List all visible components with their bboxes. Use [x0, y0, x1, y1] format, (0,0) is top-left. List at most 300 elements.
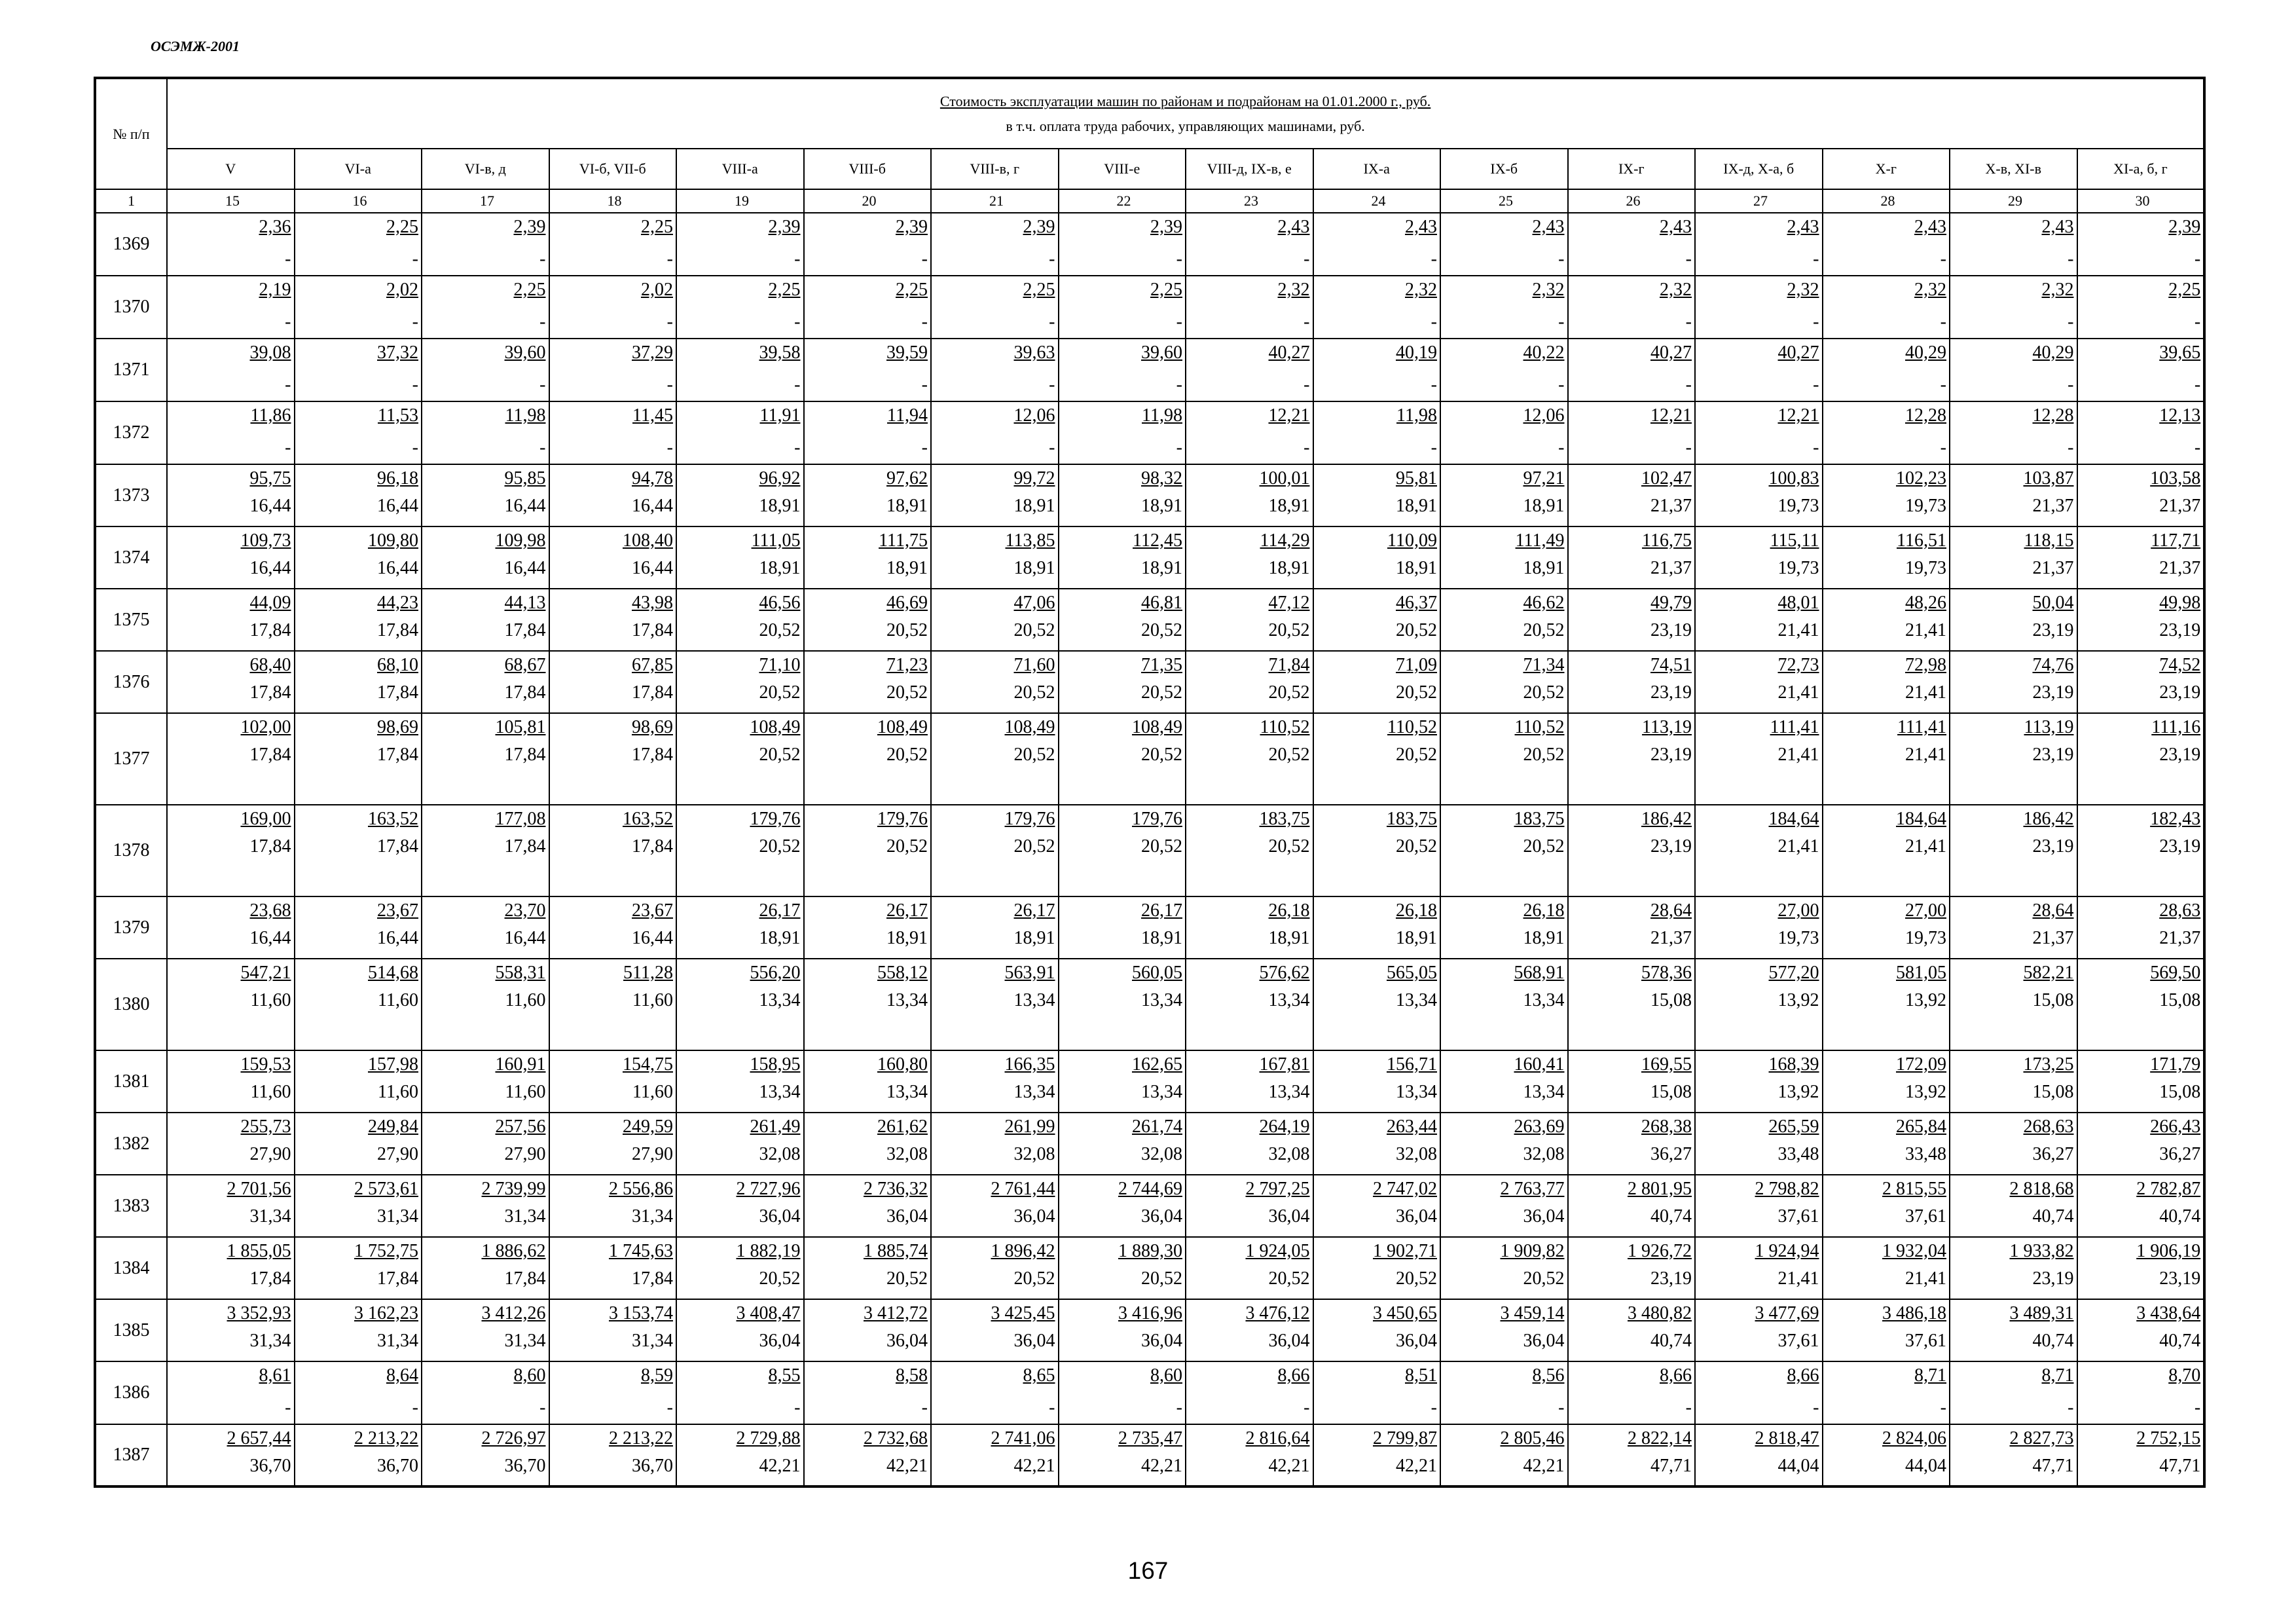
machine-cost-value: 2,32: [2041, 280, 2074, 300]
value-cell: [1695, 464, 1823, 526]
value-cell: [295, 1050, 422, 1113]
machine-cost-value: 71,60: [1013, 655, 1055, 675]
machine-cost-value: 2 752,15: [2136, 1428, 2201, 1449]
operator-wage-value: 17,84: [504, 1268, 546, 1289]
machine-cost-value: 23,67: [377, 900, 418, 921]
value-cell: [549, 1113, 677, 1175]
operator-wage-value: -: [2194, 312, 2201, 332]
machine-cost-value: 108,40: [623, 530, 673, 551]
value-cell: [1059, 805, 1186, 896]
operator-wage-value: 16,44: [632, 928, 673, 948]
value-cell: [422, 896, 549, 959]
value-cell: [676, 959, 804, 1050]
operator-wage-value: 20,52: [1013, 745, 1055, 765]
operator-wage-value: 17,84: [632, 836, 673, 857]
machine-cost-value: 28,63: [2159, 900, 2201, 921]
machine-cost-value: 12,21: [1268, 405, 1310, 426]
value-cell: [549, 1299, 677, 1361]
machine-cost-value: 48,26: [1905, 593, 1946, 613]
value-cell: [295, 1113, 422, 1175]
machine-cost-value: 74,52: [2159, 655, 2201, 675]
operator-wage-value: -: [794, 375, 801, 395]
table-body: [95, 213, 2204, 1486]
operator-wage-value: 19,73: [1777, 496, 1819, 516]
value-cell: [1059, 1237, 1186, 1299]
operator-wage-value: -: [1176, 1397, 1182, 1418]
operator-wage-value: 17,84: [249, 620, 291, 640]
value-cell: [676, 1175, 804, 1237]
value-cell: [1568, 959, 1696, 1050]
operator-wage-value: 20,52: [759, 682, 801, 703]
operator-wage-value: 13,34: [759, 990, 801, 1010]
machine-cost-value: 186,42: [2023, 809, 2074, 829]
value-cell: [549, 589, 677, 651]
operator-wage-value: -: [1430, 437, 1437, 458]
table-row: [95, 805, 2204, 896]
machine-cost-value: 39,63: [1013, 342, 1055, 363]
value-cell: [804, 526, 932, 589]
operator-wage-value: -: [1558, 312, 1565, 332]
operator-wage-value: 21,37: [2032, 496, 2074, 516]
value-cell: [1186, 276, 1313, 339]
machine-cost-value: 8,71: [1914, 1365, 1946, 1386]
machine-cost-value: 67,85: [632, 655, 673, 675]
page-number: 167: [1127, 1557, 1169, 1584]
operator-wage-value: -: [539, 249, 546, 269]
operator-wage-value: 20,52: [1141, 620, 1182, 640]
region-header: VIII-е: [1059, 149, 1186, 189]
machine-cost-value: 68,10: [377, 655, 418, 675]
value-cell: [1313, 213, 1441, 276]
table-row: [95, 959, 2204, 1050]
machine-cost-value: 26,18: [1268, 900, 1310, 921]
value-cell: [1950, 1050, 2077, 1113]
machine-cost-value: 108,49: [750, 717, 801, 737]
machine-cost-value: 2,25: [768, 280, 801, 300]
value-cell: [1695, 526, 1823, 589]
operator-wage-value: 20,52: [1013, 682, 1055, 703]
machine-cost-value: 2 744,69: [1118, 1179, 1182, 1199]
value-cell: [1059, 1299, 1186, 1361]
operator-wage-value: -: [921, 375, 928, 395]
operator-wage-value: 21,37: [2159, 558, 2201, 578]
column-number: 19: [676, 189, 804, 213]
machine-cost-value: 12,21: [1777, 405, 1819, 426]
value-cell: [549, 959, 677, 1050]
value-cell: [1950, 339, 2077, 401]
value-cell: [295, 526, 422, 589]
operator-wage-value: 23,19: [2159, 745, 2201, 765]
operator-wage-value: -: [2068, 375, 2074, 395]
operator-wage-value: -: [1430, 375, 1437, 395]
machine-cost-value: 71,09: [1396, 655, 1437, 675]
value-cell: [295, 1175, 422, 1237]
operator-wage-value: 47,71: [2032, 1456, 2074, 1476]
operator-wage-value: 27,90: [249, 1144, 291, 1164]
machine-cost-value: 558,31: [495, 963, 546, 983]
machine-cost-value: 8,60: [513, 1365, 546, 1386]
machine-cost-value: 3 486,18: [1882, 1303, 1946, 1323]
operator-wage-value: -: [412, 312, 418, 332]
operator-wage-value: 20,52: [1523, 745, 1565, 765]
value-cell: [804, 1299, 932, 1361]
operator-wage-value: 18,91: [759, 928, 801, 948]
operator-wage-value: -: [1685, 1397, 1692, 1418]
value-cell: [1186, 1113, 1313, 1175]
operator-wage-value: 13,34: [1141, 1082, 1182, 1102]
value-cell: [2077, 401, 2205, 464]
machine-cost-value: 2 761,44: [991, 1179, 1055, 1199]
row-number: 1379: [95, 896, 167, 959]
operator-wage-value: 42,21: [1396, 1456, 1437, 1476]
machine-cost-value: 2,43: [2041, 217, 2074, 237]
value-cell: [422, 213, 549, 276]
machine-cost-value: 105,81: [495, 717, 546, 737]
value-cell: [1950, 526, 2077, 589]
operator-wage-value: 17,84: [632, 682, 673, 703]
region-header: VIII-д, IX-в, е: [1186, 149, 1313, 189]
operator-wage-value: 20,52: [1141, 682, 1182, 703]
machine-cost-value: 28,64: [2032, 900, 2074, 921]
value-cell: [676, 1424, 804, 1486]
value-cell: [1950, 1237, 2077, 1299]
operator-wage-value: 27,90: [632, 1144, 673, 1164]
value-cell: [1823, 959, 1950, 1050]
value-cell: [1059, 526, 1186, 589]
column-number: 22: [1059, 189, 1186, 213]
operator-wage-value: 36,04: [1013, 1206, 1055, 1227]
region-header: IX-д, X-а, б: [1695, 149, 1823, 189]
value-cell: [2077, 464, 2205, 526]
value-cell: [1313, 1050, 1441, 1113]
operator-wage-value: 16,44: [504, 928, 546, 948]
machine-cost-value: 2,39: [1150, 217, 1182, 237]
machine-cost-value: 39,59: [886, 342, 928, 363]
machine-cost-value: 159,53: [240, 1054, 291, 1075]
region-header-row: [95, 149, 2204, 189]
machine-cost-value: 158,95: [750, 1054, 801, 1075]
table-row: [95, 713, 2204, 805]
value-cell: [422, 339, 549, 401]
value-cell: [676, 276, 804, 339]
machine-cost-value: 261,99: [1004, 1116, 1055, 1137]
value-cell: [1440, 1424, 1568, 1486]
value-cell: [676, 464, 804, 526]
row-number: 1378: [95, 805, 167, 896]
machine-cost-value: 111,41: [1770, 717, 1819, 737]
value-cell: [422, 805, 549, 896]
value-cell: [1059, 713, 1186, 805]
machine-cost-value: 172,09: [1896, 1054, 1946, 1075]
value-cell: [1950, 805, 2077, 896]
operator-wage-value: 32,08: [1396, 1144, 1437, 1164]
value-cell: [1186, 896, 1313, 959]
machine-cost-value: 8,60: [1150, 1365, 1182, 1386]
operator-wage-value: -: [666, 1397, 673, 1418]
row-number: 1384: [95, 1237, 167, 1299]
value-cell: [295, 276, 422, 339]
operator-wage-value: 17,84: [632, 745, 673, 765]
machine-cost-value: 2 726,97: [481, 1428, 546, 1449]
operator-wage-value: 20,52: [1013, 1268, 1055, 1289]
machine-cost-value: 2,39: [1023, 217, 1055, 237]
value-cell: [1823, 805, 1950, 896]
column-number: 27: [1695, 189, 1823, 213]
value-cell: [1568, 589, 1696, 651]
operator-wage-value: 13,34: [886, 990, 928, 1010]
value-cell: [1440, 1299, 1568, 1361]
operator-wage-value: 31,34: [504, 1331, 546, 1351]
machine-cost-value: 179,76: [1132, 809, 1182, 829]
operator-wage-value: 20,52: [1268, 836, 1310, 857]
table-title: [167, 78, 2204, 149]
value-cell: [1568, 1050, 1696, 1113]
value-cell: [1950, 589, 2077, 651]
row-number: 1386: [95, 1361, 167, 1424]
value-cell: [931, 276, 1059, 339]
value-cell: [804, 1175, 932, 1237]
operator-wage-value: -: [1940, 1397, 1946, 1418]
value-cell: [1823, 1237, 1950, 1299]
region-header: X-в, XI-в: [1950, 149, 2077, 189]
operator-wage-value: 23,19: [1650, 745, 1692, 765]
operator-wage-value: 23,19: [1650, 1268, 1692, 1289]
machine-cost-value: 98,69: [632, 717, 673, 737]
value-cell: [1695, 1237, 1823, 1299]
operator-wage-value: -: [1176, 249, 1182, 269]
operator-wage-value: 36,70: [249, 1456, 291, 1476]
value-cell: [1313, 713, 1441, 805]
machine-cost-value: 98,69: [377, 717, 418, 737]
value-cell: [1186, 1424, 1313, 1486]
operator-wage-value: -: [1685, 375, 1692, 395]
value-cell: [167, 339, 295, 401]
operator-wage-value: 18,91: [1523, 928, 1565, 948]
operator-wage-value: 19,73: [1905, 496, 1946, 516]
machine-cost-value: 39,65: [2159, 342, 2201, 363]
value-cell: [1568, 339, 1696, 401]
value-cell: [422, 589, 549, 651]
operator-wage-value: 32,08: [1523, 1144, 1565, 1164]
value-cell: [1823, 526, 1950, 589]
machine-cost-value: 3 476,12: [1245, 1303, 1310, 1323]
value-cell: [1823, 276, 1950, 339]
operator-wage-value: 18,91: [1396, 928, 1437, 948]
value-cell: [1313, 1175, 1441, 1237]
operator-wage-value: -: [285, 375, 291, 395]
machine-cost-value: 8,55: [768, 1365, 801, 1386]
machine-cost-value: 558,12: [877, 963, 928, 983]
machine-cost-value: 118,15: [2024, 530, 2074, 551]
value-cell: [676, 213, 804, 276]
value-cell: [167, 1299, 295, 1361]
machine-cost-value: 111,05: [751, 530, 801, 551]
column-number: 30: [2077, 189, 2205, 213]
value-cell: [1186, 1175, 1313, 1237]
operator-wage-value: 13,34: [1396, 990, 1437, 1010]
machine-cost-value: 2,25: [513, 280, 546, 300]
value-cell: [1440, 526, 1568, 589]
operator-wage-value: 20,52: [1396, 836, 1437, 857]
machine-cost-value: 2,32: [1660, 280, 1692, 300]
value-cell: [1823, 1361, 1950, 1424]
operator-wage-value: 17,84: [504, 620, 546, 640]
machine-cost-value: 1 889,30: [1118, 1241, 1182, 1261]
operator-wage-value: 18,91: [1523, 496, 1565, 516]
operator-wage-value: 18,91: [886, 558, 928, 578]
machine-cost-value: 2,43: [1914, 217, 1946, 237]
operator-wage-value: 13,34: [886, 1082, 928, 1102]
operator-wage-value: 36,04: [759, 1331, 801, 1351]
operator-wage-value: 36,27: [2032, 1144, 2074, 1164]
machine-cost-value: 46,37: [1396, 593, 1437, 613]
machine-cost-value: 1 902,71: [1373, 1241, 1437, 1261]
operator-wage-value: -: [921, 437, 928, 458]
machine-cost-value: 1 885,74: [864, 1241, 928, 1261]
value-cell: [295, 651, 422, 713]
machine-cost-value: 162,65: [1132, 1054, 1182, 1075]
value-cell: [1568, 1113, 1696, 1175]
value-cell: [549, 713, 677, 805]
value-cell: [931, 805, 1059, 896]
value-cell: [931, 959, 1059, 1050]
table-row: [95, 1175, 2204, 1237]
machine-cost-value: 3 162,23: [354, 1303, 418, 1323]
title-line-cost: Стоимость эксплуатации машин по районам и подрайонам на 01.01.2000 г., руб.: [939, 92, 1431, 109]
value-cell: [1823, 464, 1950, 526]
operator-wage-value: 20,52: [1523, 836, 1565, 857]
operator-wage-value: -: [1303, 312, 1310, 332]
row-number: 1381: [95, 1050, 167, 1113]
operator-wage-value: 36,70: [377, 1456, 418, 1476]
operator-wage-value: 17,84: [632, 620, 673, 640]
operator-wage-value: -: [1049, 437, 1055, 458]
table-row: [95, 1424, 2204, 1486]
operator-wage-value: 13,92: [1777, 990, 1819, 1010]
row-number-header: № п/п: [95, 78, 167, 189]
value-cell: [1950, 1113, 2077, 1175]
operator-wage-value: -: [412, 249, 418, 269]
value-cell: [1950, 1175, 2077, 1237]
machine-cost-value: 1 745,63: [609, 1241, 673, 1261]
machine-cost-value: 1 896,42: [991, 1241, 1055, 1261]
machine-cost-value: 514,68: [368, 963, 418, 983]
value-cell: [804, 1237, 932, 1299]
operator-wage-value: 36,04: [1396, 1206, 1437, 1227]
value-cell: [295, 805, 422, 896]
operator-wage-value: 27,90: [377, 1144, 418, 1164]
operator-wage-value: -: [1940, 312, 1946, 332]
value-cell: [804, 651, 932, 713]
operator-wage-value: 31,34: [249, 1206, 291, 1227]
row-number: 1376: [95, 651, 167, 713]
machine-cost-value: 261,62: [877, 1116, 928, 1137]
machine-cost-value: 560,05: [1132, 963, 1182, 983]
value-cell: [1440, 1237, 1568, 1299]
operator-wage-value: 47,71: [2159, 1456, 2201, 1476]
operator-wage-value: 13,34: [1268, 990, 1310, 1010]
machine-cost-value: 2 556,86: [609, 1179, 673, 1199]
machine-cost-value: 2 701,56: [227, 1179, 291, 1199]
operator-wage-value: 18,91: [1141, 928, 1182, 948]
machine-cost-value: 2 736,32: [864, 1179, 928, 1199]
operator-wage-value: 37,61: [1777, 1331, 1819, 1351]
operator-wage-value: 13,92: [1777, 1082, 1819, 1102]
value-cell: [1950, 896, 2077, 959]
operator-wage-value: 13,34: [1268, 1082, 1310, 1102]
value-cell: [549, 1361, 677, 1424]
machine-cost-value: 2 824,06: [1882, 1428, 1946, 1449]
value-cell: [549, 526, 677, 589]
operator-wage-value: 20,52: [1396, 1268, 1437, 1289]
operator-wage-value: 21,37: [2159, 496, 2201, 516]
machine-cost-value: 179,76: [750, 809, 801, 829]
value-cell: [549, 805, 677, 896]
operator-wage-value: 32,08: [1013, 1144, 1055, 1164]
machine-cost-value: 26,17: [1141, 900, 1182, 921]
operator-wage-value: 23,19: [1650, 836, 1692, 857]
operator-wage-value: 40,74: [2032, 1331, 2074, 1351]
table-row: [95, 1299, 2204, 1361]
operator-wage-value: 20,52: [1268, 620, 1310, 640]
machine-cost-value: 2 213,22: [354, 1428, 418, 1449]
value-cell: [931, 1113, 1059, 1175]
value-cell: [549, 213, 677, 276]
machine-cost-value: 8,61: [259, 1365, 291, 1386]
machine-cost-value: 40,29: [1905, 342, 1946, 363]
operator-wage-value: -: [2068, 312, 2074, 332]
operator-wage-value: 21,37: [2032, 928, 2074, 948]
value-cell: [1059, 401, 1186, 464]
value-cell: [167, 213, 295, 276]
machine-cost-value: 26,17: [886, 900, 928, 921]
operator-wage-value: -: [794, 249, 801, 269]
value-cell: [1186, 1361, 1313, 1424]
machine-cost-value: 2,25: [1023, 280, 1055, 300]
machine-cost-value: 103,58: [2150, 468, 2201, 489]
value-cell: [804, 464, 932, 526]
operator-wage-value: 36,04: [886, 1331, 928, 1351]
machine-cost-value: 8,66: [1787, 1365, 1819, 1386]
value-cell: [1695, 213, 1823, 276]
machine-cost-value: 249,59: [623, 1116, 673, 1137]
operator-wage-value: 23,19: [2159, 836, 2201, 857]
operator-wage-value: 17,84: [377, 620, 418, 640]
machine-cost-value: 261,74: [1132, 1116, 1182, 1137]
table-row: [95, 1113, 2204, 1175]
operator-wage-value: 16,44: [632, 558, 673, 578]
value-cell: [931, 1424, 1059, 1486]
operator-wage-value: -: [1049, 249, 1055, 269]
machine-cost-value: 26,18: [1523, 900, 1565, 921]
table-row: [95, 896, 2204, 959]
value-cell: [1695, 713, 1823, 805]
operator-wage-value: 42,21: [759, 1456, 801, 1476]
machine-cost-value: 8,70: [2168, 1365, 2201, 1386]
value-cell: [1823, 1050, 1950, 1113]
operator-wage-value: 13,34: [1523, 990, 1565, 1010]
machine-cost-value: 71,84: [1268, 655, 1310, 675]
operator-wage-value: 17,84: [249, 682, 291, 703]
machine-cost-value: 11,98: [505, 405, 546, 426]
operator-wage-value: 17,84: [249, 1268, 291, 1289]
value-cell: [422, 1361, 549, 1424]
value-cell: [2077, 1175, 2205, 1237]
machine-cost-value: 576,62: [1259, 963, 1310, 983]
value-cell: [931, 1175, 1059, 1237]
machine-cost-value: 11,98: [1396, 405, 1437, 426]
machine-cost-value: 2,43: [1405, 217, 1437, 237]
